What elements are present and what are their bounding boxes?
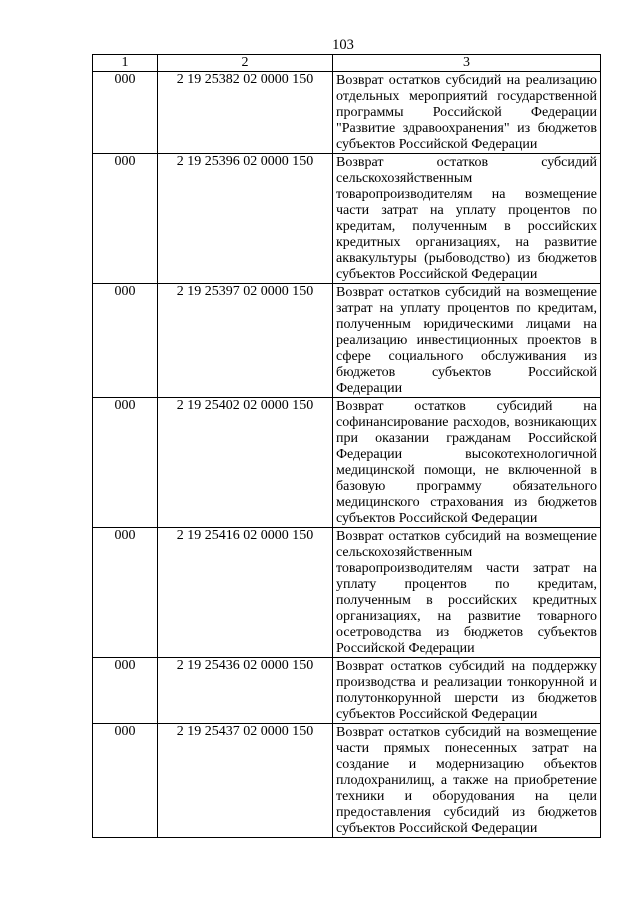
- description-cell: [333, 528, 601, 658]
- admin-code-cell: 000: [93, 72, 158, 154]
- budget-code-cell: 2 19 25437 02 0000 150: [158, 724, 333, 838]
- table-row: [93, 398, 601, 528]
- table-row: [93, 724, 601, 838]
- table-header-row: [93, 55, 601, 72]
- budget-code-cell: 2 19 25382 02 0000 150: [158, 72, 333, 154]
- description-text: Возврат остатков субсидий на реализацию отдельных мероприятий государственной программы Российской Федерации "Развитие здравоохранения" из бюджетов субъектов Российской Федерации: [336, 73, 597, 152]
- budget-code-cell: 2 19 25402 02 0000 150: [158, 398, 333, 528]
- description-text: Возврат остатков субсидий на возмещение сельскохозяйственным товаропроизводителям части затрат на уплату процентов по кредитам, полученным в российских кредитных организациях, на развитие товарного осетроводства из бюджетов субъектов Российской Федерации: [336, 529, 597, 656]
- description-cell: [333, 154, 601, 284]
- admin-code-cell: 000: [93, 398, 158, 528]
- description-text: Возврат остатков субсидий на поддержку производства и реализации тонкорунной и полутонкорунной шерсти из бюджетов субъектов Российской Федерации: [336, 659, 597, 722]
- page-number: 103: [332, 37, 354, 53]
- table-row: [93, 284, 601, 398]
- description-text: Возврат остатков субсидий на софинансирование расходов, возникающих при оказании гражданам Российской Федерации высокотехнологичной медицинской помощи, не включенной в базовую программу обязательного медицинского страхования из бюджетов субъектов Российской Федерации: [336, 399, 597, 526]
- table-row: [93, 72, 601, 154]
- admin-code-cell: 000: [93, 528, 158, 658]
- table-row: [93, 154, 601, 284]
- description-text: Возврат остатков субсидий на возмещение части прямых понесенных затрат на создание и модернизацию объектов плодохранилищ, а также на приобретение техники и оборудования на цели предоставления субсидий из бюджетов субъектов Российской Федерации: [336, 725, 597, 836]
- budget-code-cell: 2 19 25397 02 0000 150: [158, 284, 333, 398]
- table-row: [93, 658, 601, 724]
- column-header-3: 3: [333, 55, 601, 72]
- admin-code-cell: 000: [93, 284, 158, 398]
- description-text: Возврат остатков субсидий на возмещение затрат на уплату процентов по кредитам, полученным юридическими лицами на реализацию инвестиционных проектов в сфере социального обслуживания из бюджетов субъектов Российской Федерации: [336, 285, 597, 396]
- admin-code-cell: 000: [93, 154, 158, 284]
- budget-code-cell: 2 19 25416 02 0000 150: [158, 528, 333, 658]
- budget-code-cell: 2 19 25396 02 0000 150: [158, 154, 333, 284]
- column-header-2: 2: [158, 55, 333, 72]
- column-header-1: 1: [93, 55, 158, 72]
- description-cell: [333, 658, 601, 724]
- budget-codes-table: [92, 54, 601, 838]
- budget-code-cell: 2 19 25436 02 0000 150: [158, 658, 333, 724]
- description-cell: [333, 724, 601, 838]
- admin-code-cell: 000: [93, 658, 158, 724]
- table-row: [93, 528, 601, 658]
- description-cell: [333, 284, 601, 398]
- description-text: Возврат остатков субсидий сельскохозяйственным товаропроизводителям на возмещение части затрат на уплату процентов по кредитам, полученным в российских кредитных организациях, на развитие аквакультуры (рыбоводство) из бюджетов субъектов Российской Федерации: [336, 155, 597, 282]
- description-cell: [333, 398, 601, 528]
- admin-code-cell: 000: [93, 724, 158, 838]
- description-cell: [333, 72, 601, 154]
